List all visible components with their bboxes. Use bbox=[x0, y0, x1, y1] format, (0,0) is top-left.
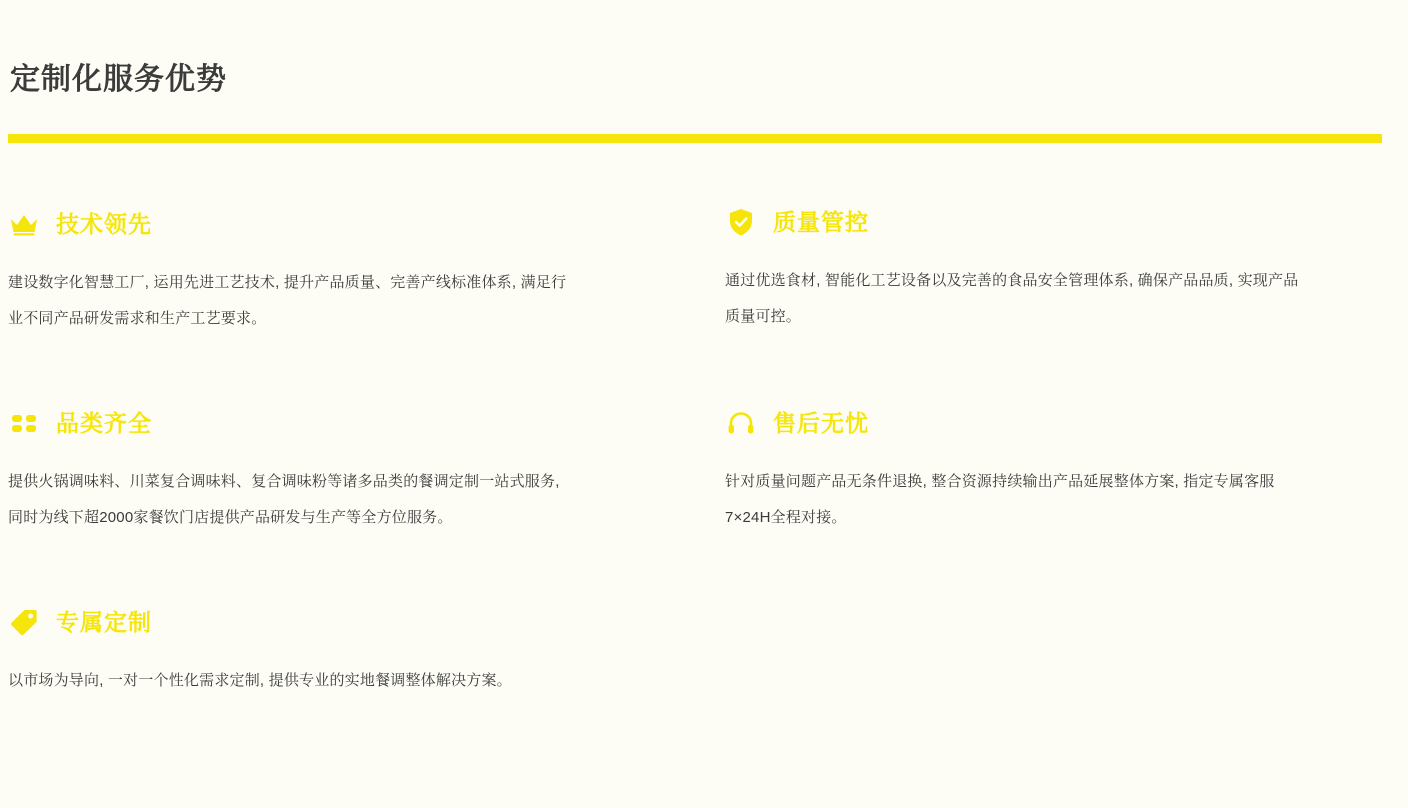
grid-squares-icon bbox=[8, 407, 40, 439]
feature-card-category bbox=[8, 406, 725, 607]
feature-card-aftersales bbox=[725, 406, 1400, 607]
feature-header bbox=[8, 406, 645, 440]
feature-title: 售后无忧 bbox=[773, 409, 869, 436]
title-underline-rule bbox=[8, 134, 1382, 143]
shield-check-icon bbox=[725, 206, 757, 238]
feature-description: 提供火锅调味料、川菜复合调味料、复合调味粉等诸多品类的餐调定制一站式服务, 同时为线下超2000家餐饮门店提供产品研发与生产等全方位服务。 bbox=[8, 473, 560, 527]
page-title: 定制化服务优势 bbox=[10, 63, 227, 97]
feature-card-custom bbox=[8, 605, 725, 748]
feature-header bbox=[725, 406, 1310, 440]
feature-grid bbox=[8, 207, 1400, 748]
feature-grid-spacer bbox=[725, 607, 1400, 748]
feature-description: 以市场为导向, 一对一个性化需求定制, 提供专业的实地餐调整体解决方案。 bbox=[8, 672, 512, 690]
headset-icon bbox=[725, 407, 757, 439]
feature-header bbox=[8, 605, 645, 639]
feature-title: 品类齐全 bbox=[56, 409, 152, 436]
feature-description: 针对质量问题产品无条件退换, 整合资源持续输出产品延展整体方案, 指定专属客服7×24H全程对接。 bbox=[725, 473, 1275, 527]
crown-icon bbox=[8, 208, 40, 240]
feature-title: 技术领先 bbox=[56, 210, 152, 237]
feature-description: 通过优选食材, 智能化工艺设备以及完善的食品安全管理体系, 确保产品品质, 实现产品质量可控。 bbox=[725, 272, 1299, 326]
feature-card-quality bbox=[725, 205, 1400, 406]
feature-header bbox=[8, 207, 645, 241]
feature-card-technology bbox=[8, 207, 725, 408]
feature-description: 建设数字化智慧工厂, 运用先进工艺技术, 提升产品质量、完善产线标准体系, 满足行业不同产品研发需求和生产工艺要求。 bbox=[8, 274, 567, 328]
page-container bbox=[0, 20, 1408, 808]
feature-header bbox=[725, 205, 1310, 239]
feature-title: 专属定制 bbox=[56, 608, 152, 635]
tag-icon bbox=[8, 606, 40, 638]
feature-title: 质量管控 bbox=[773, 208, 869, 235]
